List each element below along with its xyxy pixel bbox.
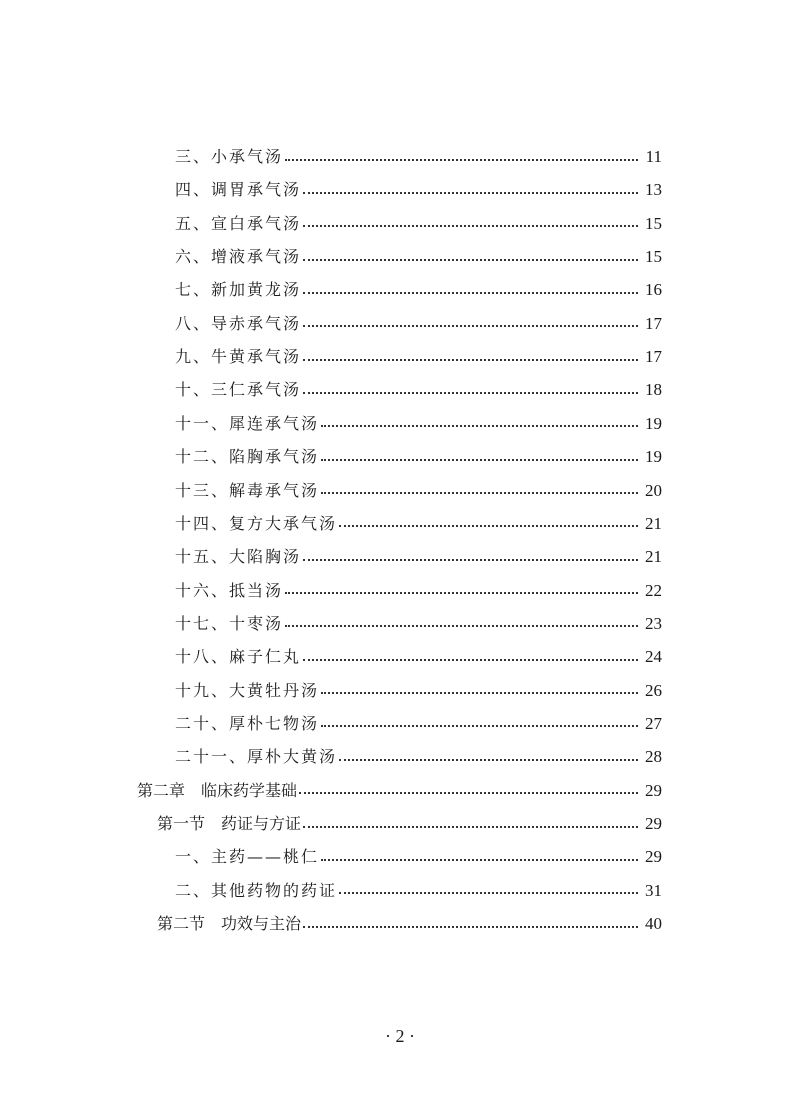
- dot-leader: [303, 192, 638, 194]
- dot-leader: [321, 492, 638, 494]
- toc-entry-title: 八、导赤承气汤: [175, 313, 302, 333]
- toc-entry-title: 第二章 临床药学基础: [137, 780, 298, 800]
- toc-entry-page: 19: [645, 413, 662, 433]
- toc-entry-title: 十三、解毒承气汤: [175, 480, 320, 500]
- dot-leader: [303, 392, 638, 394]
- toc-entry[interactable]: [157, 807, 662, 840]
- toc-entry-title: 三、小承气汤: [175, 147, 284, 166]
- toc-entry[interactable]: [137, 774, 662, 807]
- toc-entry[interactable]: [175, 307, 662, 340]
- toc-entry-title: 十二、陷胸承气汤: [175, 447, 320, 467]
- dot-leader: [285, 625, 638, 627]
- toc-entry[interactable]: [175, 740, 662, 773]
- toc-entry[interactable]: [175, 707, 662, 740]
- dot-leader: [303, 325, 638, 327]
- toc-entry-title: 二十、厚朴七物汤: [175, 713, 320, 733]
- toc-entry-title: 十六、抵当汤: [175, 580, 284, 600]
- dot-leader: [303, 559, 638, 561]
- toc-entry[interactable]: [175, 840, 662, 873]
- toc-entry[interactable]: [175, 373, 662, 406]
- dot-leader: [339, 759, 638, 761]
- toc-entry-title: 十七、十枣汤: [175, 613, 284, 633]
- toc-entry-title: 十一、犀连承气汤: [175, 413, 320, 433]
- toc-entry-page: 17: [645, 347, 662, 367]
- toc-entry-title: 一、主药——桃仁: [175, 847, 320, 867]
- page-number: · 2 ·: [385, 1026, 415, 1046]
- toc-entry-page: 29: [645, 780, 662, 800]
- toc-entry[interactable]: [175, 140, 662, 173]
- toc-entry-page: 28: [645, 747, 662, 767]
- toc-entry-page: 13: [645, 180, 662, 200]
- toc-entry-title: 十五、大陷胸汤: [175, 547, 302, 567]
- toc-entry-title: 二十一、厚朴大黄汤: [175, 747, 338, 767]
- toc-entry[interactable]: [175, 440, 662, 473]
- dot-leader: [339, 892, 638, 894]
- toc-entry-page: 21: [645, 547, 662, 567]
- toc-entry[interactable]: [175, 607, 662, 640]
- toc-entry-page: 21: [645, 513, 662, 533]
- toc-entry[interactable]: [175, 874, 662, 907]
- toc-entry-page: 40: [645, 914, 662, 934]
- toc-entry-title: 二、其他药物的药证: [175, 880, 338, 900]
- toc-entry-page: 26: [645, 680, 662, 700]
- dot-leader: [303, 826, 638, 828]
- toc-entry[interactable]: [175, 207, 662, 240]
- toc-entry-page: 15: [645, 247, 662, 267]
- dot-leader: [321, 692, 638, 694]
- toc-entry-page: 16: [645, 280, 662, 300]
- toc-entry-page: 11: [645, 147, 662, 166]
- toc-entry[interactable]: [175, 674, 662, 707]
- dot-leader: [303, 225, 638, 227]
- dot-leader: [303, 359, 638, 361]
- toc-entry-title: 五、宣白承气汤: [175, 213, 302, 233]
- toc-entry[interactable]: [175, 273, 662, 306]
- toc-entry-title: 四、调胃承气汤: [175, 180, 302, 200]
- toc-entry[interactable]: [175, 540, 662, 573]
- dot-leader: [303, 659, 638, 661]
- dot-leader: [303, 259, 638, 261]
- toc-entry-page: 17: [645, 313, 662, 333]
- toc-entry-title: 第一节 药证与方证: [157, 814, 302, 833]
- toc-entry-page: 31: [645, 880, 662, 900]
- toc-entry-title: 第二节 功效与主治: [157, 914, 302, 934]
- toc-entry-title: 七、新加黄龙汤: [175, 280, 302, 300]
- dot-leader: [303, 926, 638, 928]
- toc-entry-page: 24: [645, 647, 662, 667]
- dot-leader: [299, 792, 638, 794]
- toc-entry-page: 29: [645, 847, 662, 867]
- toc-entry-page: 23: [645, 613, 662, 633]
- dot-leader: [339, 525, 638, 527]
- toc-entry-title: 十四、复方大承气汤: [175, 513, 338, 533]
- toc-entry-title: 十、三仁承气汤: [175, 380, 302, 400]
- toc-entry[interactable]: [175, 507, 662, 540]
- toc-entry[interactable]: [157, 907, 662, 940]
- dot-leader: [303, 292, 638, 294]
- toc-entry[interactable]: [175, 340, 662, 373]
- toc-entry-page: 22: [645, 580, 662, 600]
- dot-leader: [285, 592, 638, 594]
- dot-leader: [321, 425, 638, 427]
- toc-entry-page: 27: [645, 713, 662, 733]
- dot-leader: [321, 459, 638, 461]
- toc-entry-page: 20: [645, 480, 662, 500]
- dot-leader: [321, 725, 638, 727]
- toc-entry[interactable]: [175, 407, 662, 440]
- toc-entry[interactable]: [175, 173, 662, 206]
- dot-leader: [285, 159, 638, 161]
- toc-entry[interactable]: [175, 574, 662, 607]
- toc-entry-page: 15: [645, 213, 662, 233]
- dot-leader: [321, 859, 638, 861]
- toc-entry-title: 九、牛黄承气汤: [175, 347, 302, 367]
- toc-entry-page: 18: [645, 380, 662, 400]
- toc-entry[interactable]: [175, 474, 662, 507]
- toc-entry-page: 29: [645, 814, 662, 833]
- toc-entry-page: 19: [645, 447, 662, 467]
- toc-entry-title: 十九、大黄牡丹汤: [175, 680, 320, 700]
- toc-entry-title: 十八、麻子仁丸: [175, 647, 302, 667]
- toc-entry[interactable]: [175, 240, 662, 273]
- toc-entry-title: 六、增液承气汤: [175, 247, 302, 267]
- toc-entry[interactable]: [175, 640, 662, 673]
